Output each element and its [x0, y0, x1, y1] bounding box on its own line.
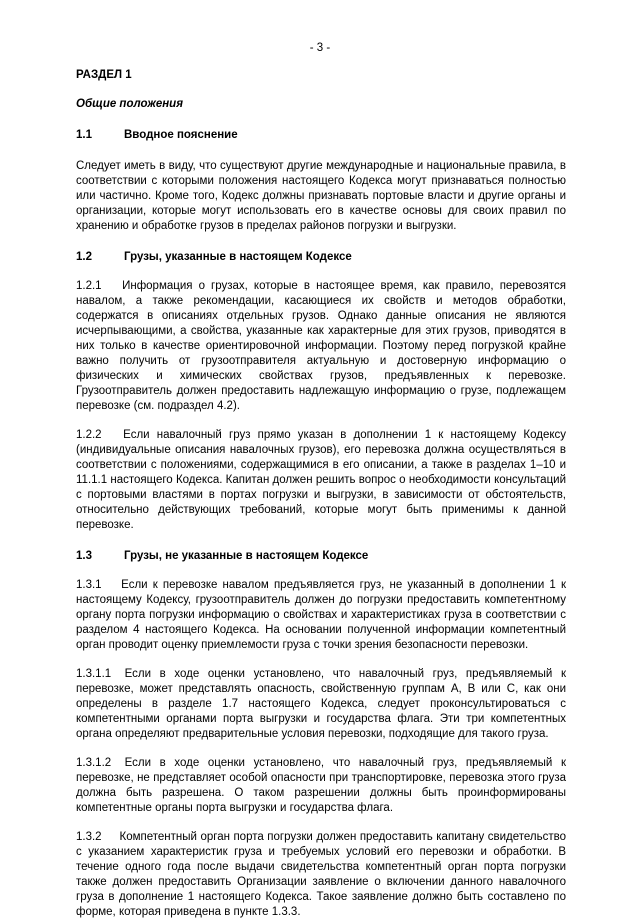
- paragraph-1-3-1-1: [76, 667, 566, 742]
- paragraph-text: Если в ходе оценки установлено, что навалочный груз, предъявляемый к перевозке, может представлять опасность, свойственную группам А, В или С, как они определены в разделе 1.7 настоящего Кодекса, следует проконсультироваться с компетентными органами порта выгрузки и государства флага. Эти три компетентных органа определяют предварительные условия перевозки, подходящие для такого груза.: [76, 668, 566, 740]
- paragraph-number: 1.3.1.1: [76, 668, 112, 680]
- section-subtitle: Общие положения: [76, 98, 183, 110]
- heading-title: Вводное пояснение: [124, 129, 238, 141]
- paragraph-intro: [76, 159, 566, 234]
- heading-title: Грузы, не указанные в настоящем Кодексе: [124, 550, 369, 562]
- section-title: РАЗДЕЛ 1: [76, 69, 132, 81]
- paragraph-1-3-2: [76, 830, 566, 920]
- heading-number: 1.3: [76, 550, 92, 562]
- heading-1-3: [76, 549, 566, 563]
- paragraph-1-2-2: [76, 428, 566, 533]
- paragraph-text: Если в ходе оценки установлено, что навалочный груз, предъявляемый к перевозке, не представляет особой опасности при транспортировке, перевозка этого груза должна быть разрешена. О таком разрешении должны быть проинформированы компетентные органы порта выгрузки и государства флага.: [76, 757, 566, 814]
- page-number: - 3 -: [309, 42, 331, 54]
- paragraph-text: Если к перевозке навалом предъявляется груз, не указанный в дополнении 1 к настоящему Кодексу, грузоотправитель должен до погрузки предоставить компетентному органу порта погрузки информацию о свойствах и характеристиках груза в соответствии с разделом 4 настоящего Кодекса. На основании полученной информации компетентный орган проводит оценку приемлемости груза с точки зрения безопасности перевозки.: [76, 579, 566, 651]
- heading-number: 1.2: [76, 251, 92, 263]
- paragraph-number: 1.2.1: [76, 280, 102, 292]
- heading-number: 1.1: [76, 129, 92, 141]
- paragraph-number: 1.2.2: [76, 429, 102, 441]
- paragraph-number: 1.3.2: [76, 831, 102, 843]
- paragraph-number: 1.3.1.2: [76, 757, 112, 769]
- paragraph-text: Информация о грузах, которые в настоящее время, как правило, перевозятся навалом, а также рекомендации, касающиеся их свойств и методов обработки, содержатся в описаниях отдельных грузов. Однако данные описания не являются исчерпывающими, а свойства, указанные как характерные для этих грузов, приводятся в них только в качестве ориентировочной информации. Поэтому перед погрузкой крайне важно получить от грузоотправителя актуальную и достоверную информацию о физических и химических свойствах грузов, предъявленных к перевозке. Грузоотправитель должен предоставить надлежащую информацию о грузе, подлежащем перевозке (см. подраздел 4.2).: [76, 280, 566, 412]
- paragraph-1-3-1-2: [76, 756, 566, 816]
- paragraph-text: Компетентный орган порта погрузки должен предоставить капитану свидетельство с указанием характеристик груза и требуемых условий его перевозки и обработки. В течение одного года после выдачи свидетельства компетентный орган порта погрузки также должен предоставить Организации заявление о включении данного навалочного груза в дополнение 1 настоящего Кодекса. Такое заявление должно быть составлено по форме, которая приведена в пункте 1.3.3.: [76, 831, 567, 918]
- document-body: [76, 68, 566, 920]
- paragraph-text: Следует иметь в виду, что существуют другие международные и национальные правила, в соответствии с которыми положения настоящего Кодекса могут признаваться полностью или частично. Кроме того, Кодекс должны признавать портовые власти и другие органы и организации, которые могут использовать его в качестве основы для своих правил по хранению и обработке грузов в пределах районов погрузки и выгрузки.: [76, 160, 566, 232]
- heading-1-1: [76, 128, 566, 142]
- paragraph-1-2-1: [76, 279, 566, 414]
- heading-1-2: [76, 250, 566, 264]
- paragraph-number: 1.3.1: [76, 579, 102, 591]
- paragraph-text: Если навалочный груз прямо указан в дополнении 1 к настоящему Кодексу (индивидуальные описания навалочных грузов), его перевозка должна осуществляться в соответствии с положениями, содержащимися в его описании, а также в разделах 1–10 и 11.1.1 настоящего Кодекса. Капитан должен решить вопрос о необходимости консультаций с портовыми властями в портах погрузки и выгрузки, в зависимости от обстоятельств, относительно действующих требований, которые могут быть применимы к данной перевозке.: [76, 429, 567, 531]
- paragraph-1-3-1: [76, 578, 566, 653]
- heading-title: Грузы, указанные в настоящем Кодексе: [124, 251, 352, 263]
